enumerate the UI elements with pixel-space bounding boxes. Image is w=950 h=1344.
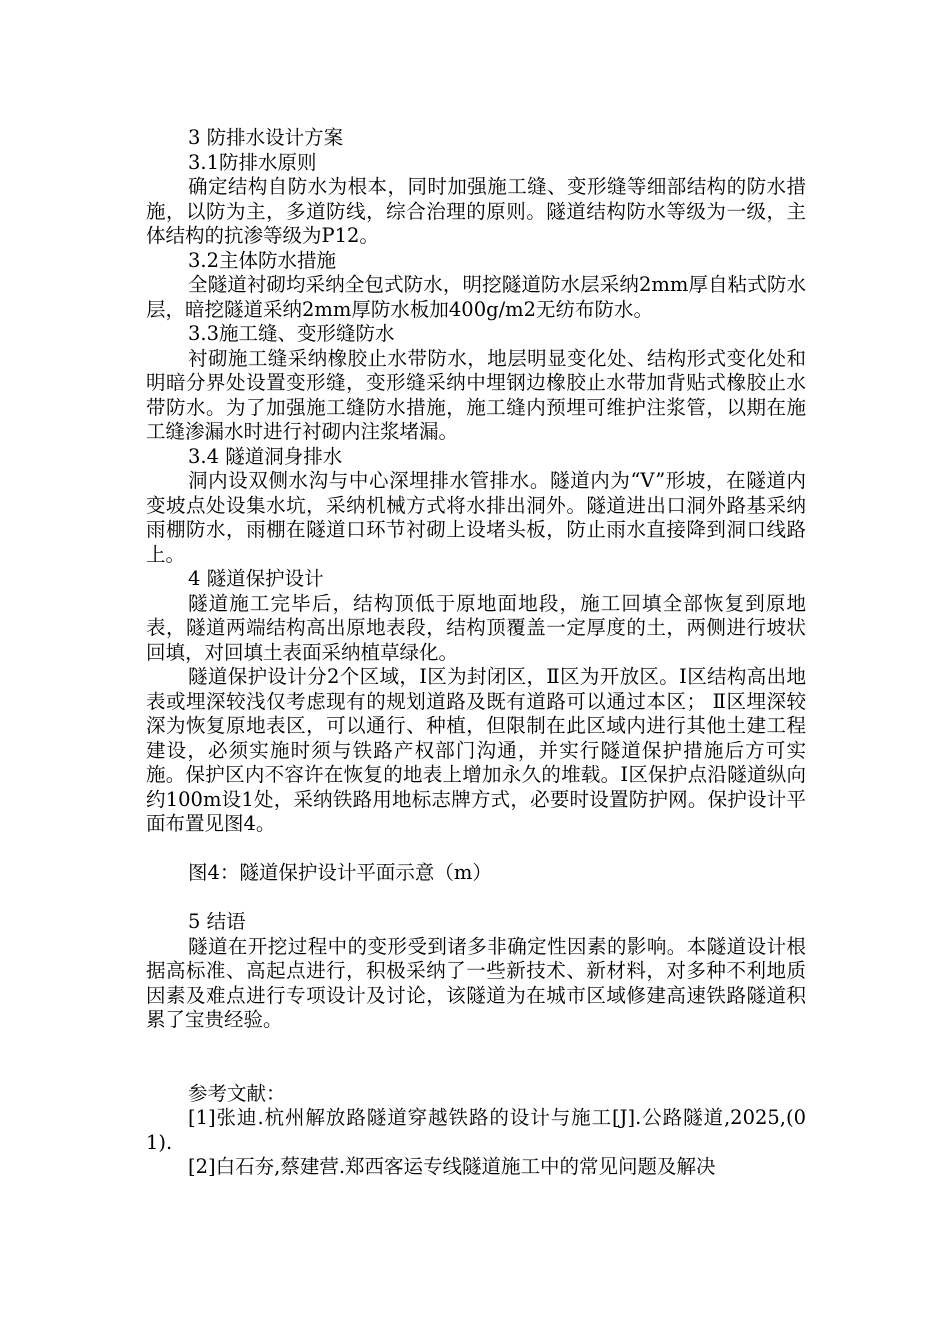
blank-lines <box>146 1033 806 1082</box>
section-heading: 3 防排水设计方案 <box>188 126 344 149</box>
body-paragraph: 全隧道衬砌均采纳全包式防水，明挖隧道防水层采纳2mm厚自粘式防水层，暗挖隧道采纳2mm厚防水板加400g/m2无纺布防水。 <box>146 273 806 321</box>
subsection-heading: 3.3施工缝、变形缝防水 <box>188 322 395 345</box>
subsection-heading: 3.2主体防水措施 <box>188 248 337 272</box>
reference-item: [2]白石夯,蔡建营.郑西客运专线隧道施工中的常见问题及解决 <box>188 1155 716 1178</box>
figure-caption: 图4：隧道保护设计平面示意（m） <box>188 861 492 884</box>
section-heading: 5 结语 <box>188 910 246 933</box>
body-paragraph: 隧道保护设计分2个区域，Ⅰ区为封闭区，Ⅱ区为开放区。Ⅰ区结构高出地表或埋深较浅仅考虑现有的规划道路及既有道路可以通过本区； Ⅱ区埋深较深为恢复原地表区，可以通行、种植，但限制在此区域内进行其他土建工程建设，必须实施时须与铁路产权部门沟通，并实行隧道保护措施后方可实施。保护区内不容许在恢复的地表上增加永久的堆载。Ⅰ区保护点沿隧道纵向约100m设1处，采纳铁路用地标志牌方式，必要时设置防护网。保护设计平面布置见图4。 <box>146 665 806 835</box>
references-heading: 参考文献： <box>188 1081 286 1105</box>
blank-line <box>146 886 806 911</box>
body-paragraph: 隧道施工完毕后，结构顶低于原地面地段，施工回填全部恢复到原地表，隧道两端结构高出原地表段，结构顶覆盖一定厚度的土，两侧进行坡状回填，对回填土表面采纳植草绿化。 <box>146 591 806 664</box>
subsection-heading: 3.1防排水原则 <box>188 150 317 174</box>
subsection-heading: 3.4 隧道洞身排水 <box>188 444 343 468</box>
body-paragraph: 洞内设双侧水沟与中心深埋排水管排水。隧道内为“V”形坡，在隧道内变坡点处设集水坑，采纳机械方式将水排出洞外。隧道进出口洞外路基采纳雨棚防水，雨棚在隧道口环节衬砌上设堵头板，防止雨水直接降到洞口线路上。 <box>146 469 806 566</box>
body-paragraph: 衬砌施工缝采纳橡胶止水带防水，地层明显变化处、结构形式变化处和明暗分界处设置变形缝，变形缝采纳中埋钢边橡胶止水带加背贴式橡胶止水带防水。为了加强施工缝防水措施，施工缝内预埋可维护注浆管，以期在施工缝渗漏水时进行衬砌内注浆堵漏。 <box>146 346 806 443</box>
body-paragraph: 确定结构自防水为根本，同时加强施工缝、变形缝等细部结构的防水措施，以防为主，多道防线，综合治理的原则。隧道结构防水等级为一级，主体结构的抗渗等级为P12。 <box>146 175 806 247</box>
section-heading: 4 隧道保护设计 <box>188 567 324 590</box>
blank-line <box>146 837 806 862</box>
document-body <box>146 126 806 1180</box>
reference-item: [1]张迪.杭州解放路隧道穿越铁路的设计与施工[J].公路隧道,2025,(01). <box>146 1106 806 1154</box>
body-paragraph: 隧道在开挖过程中的变形受到诸多非确定性因素的影响。本隧道设计根据高标准、高起点进行，积极采纳了一些新技术、新材料，对多种不利地质因素及难点进行专项设计及讨论，该隧道为在城市区域修建高速铁路隧道积累了宝贵经验。 <box>146 934 806 1031</box>
